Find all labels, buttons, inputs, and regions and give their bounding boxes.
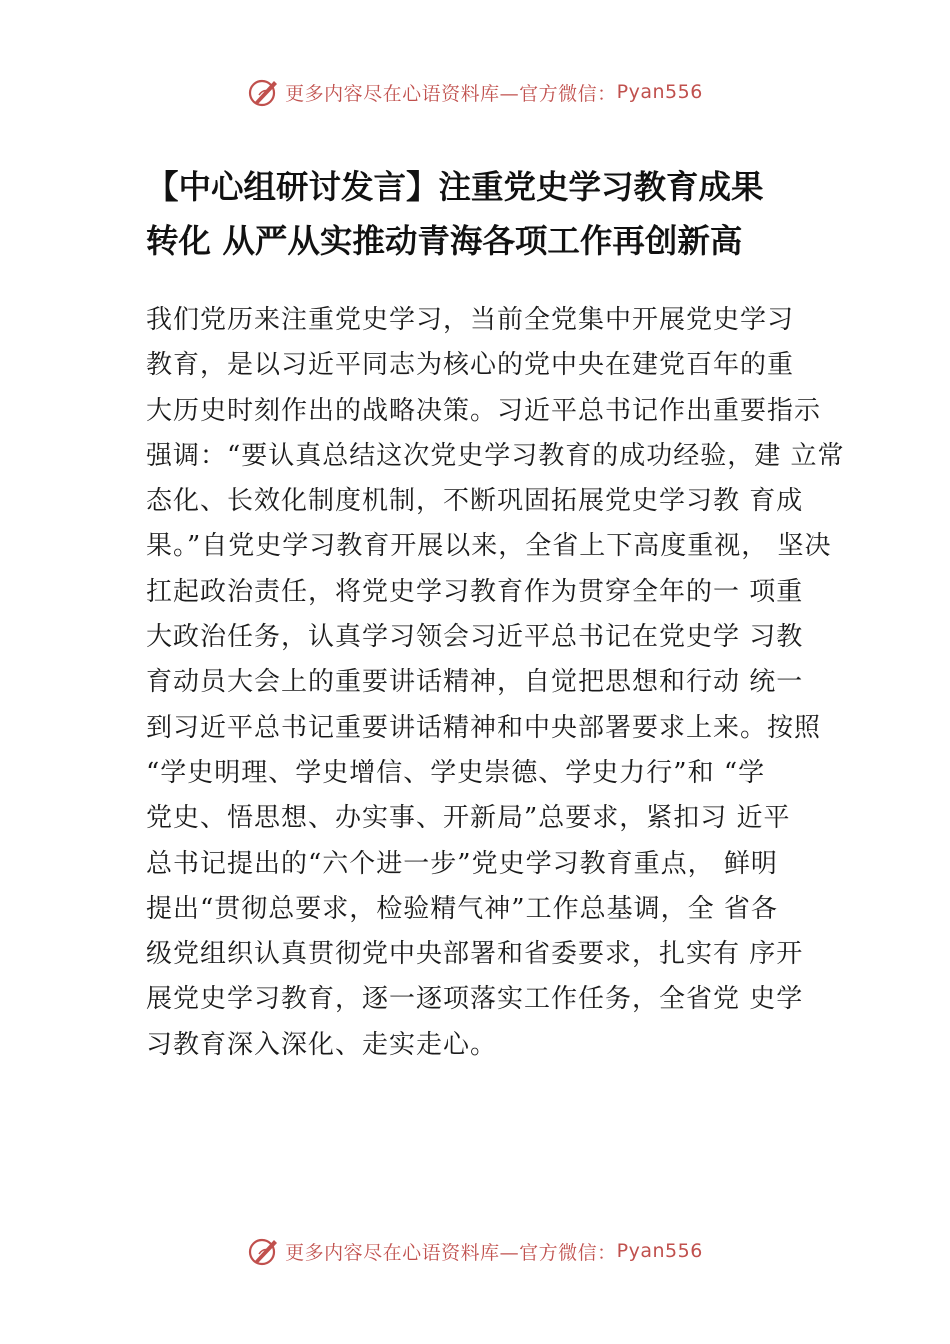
- body-line: 育动员大会上的重要讲话精神，自觉把思想和行动 统一: [146, 667, 804, 698]
- pen-logo-icon: [247, 1234, 281, 1268]
- body-line: 扛起政治责任，将党史学习教育作为贯穿全年的一 项重: [146, 576, 804, 607]
- body-line: 教育，是以习近平同志为核心的党中央在建党百年的重: [146, 350, 795, 381]
- body-line: 强调：“要认真总结这次党史学习教育的成功经验，建 立常: [146, 440, 845, 471]
- body-line: 提出“贯彻总要求，检验精气神”工作总基调，全 省各: [146, 893, 778, 924]
- body-line: 总书记提出的“六个进一步”党史学习教育重点， 鲜明: [146, 848, 778, 879]
- body-line: 态化、长效化制度机制，不断巩固拓展党史学习教 育成: [146, 486, 804, 517]
- watermark-wechat-id: Pyan556: [616, 81, 703, 103]
- watermark-text: 更多内容尽在心语资料库—官方微信：: [285, 1241, 617, 1264]
- body-paragraph: [146, 298, 846, 1068]
- title-line: 【中心组研讨发言】注重党史学习教育成果: [146, 168, 764, 206]
- watermark-wechat-id: Pyan556: [616, 1240, 703, 1262]
- body-line: 大历史时刻作出的战略决策。习近平总书记作出重要指示: [146, 395, 822, 426]
- body-line: 级党组织认真贯彻党中央部署和省委要求，扎实有 序开: [146, 939, 804, 970]
- body-line: 大政治任务，认真学习领会习近平总书记在党史学 习教: [146, 622, 804, 653]
- body-line: 习教育深入深化、走实走心。: [146, 1029, 498, 1060]
- watermark-header: [0, 74, 950, 110]
- body-line: 党史、悟思想、办实事、开新局”总要求，紧扣习 近平: [146, 803, 791, 834]
- title-line: 转化 从严从实推动青海各项工作再创新高: [146, 222, 743, 260]
- body-line: 展党史学习教育，逐一逐项落实工作任务，全省党 史学: [146, 984, 804, 1015]
- watermark-footer: [0, 1233, 950, 1269]
- document-title: [146, 160, 826, 268]
- body-line: “学史明理、学史增信、学史崇德、学史力行”和 “学: [146, 757, 766, 788]
- body-line: 到习近平总书记重要讲话精神和中央部署要求上来。按照: [146, 712, 822, 743]
- pen-logo-icon: [247, 75, 281, 109]
- body-line: 果。”自党史学习教育开展以来，全省上下高度重视， 坚决: [146, 531, 832, 562]
- watermark-text: 更多内容尽在心语资料库—官方微信：: [285, 82, 617, 105]
- body-line: 我们党历来注重党史学习，当前全党集中开展党史学习: [146, 305, 795, 335]
